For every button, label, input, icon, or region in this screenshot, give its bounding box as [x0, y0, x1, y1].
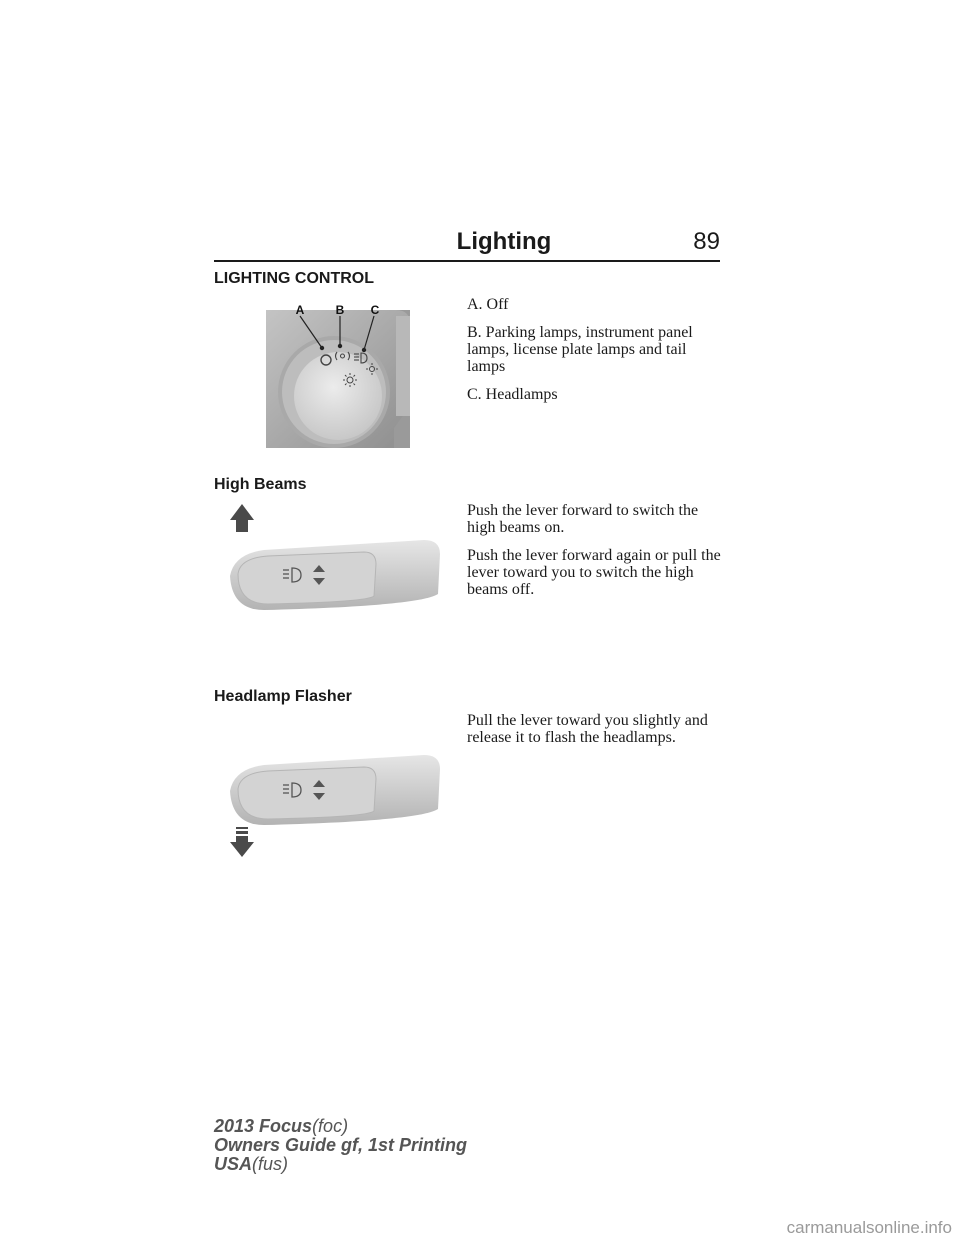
arrow-down-icon	[230, 827, 254, 857]
headlamp-flasher-instruction: Pull the lever toward you slightly and release it to flash the headlamps.	[467, 712, 708, 746]
headlamp-flasher-text	[467, 712, 725, 757]
callout-b: B	[335, 303, 345, 317]
footer-model-code: (foc)	[312, 1116, 349, 1136]
page-number: 89	[693, 228, 720, 255]
footer-region-code: (fus)	[252, 1154, 289, 1174]
footer-region-line	[214, 1155, 467, 1174]
lighting-control-heading: LIGHTING CONTROL	[214, 270, 374, 287]
high-beams-on-text: Push the lever forward to switch the high beams on.	[467, 502, 699, 536]
arrow-up-icon	[230, 504, 254, 532]
item-headlamps: C. Headlamps	[467, 386, 558, 403]
callout-c: C	[370, 303, 380, 317]
item-parking-lamps: B. Parking lamps, instrument panel lamps, license plate lamps and tail lamps	[467, 324, 693, 375]
high-beams-text	[467, 502, 725, 609]
document-footer	[214, 1117, 467, 1174]
callout-a: A	[295, 303, 305, 317]
high-beams-heading: High Beams	[214, 476, 307, 493]
headlamp-flasher-figure	[224, 725, 444, 860]
lighting-control-figure	[266, 296, 410, 448]
footer-model: 2013 Focus	[214, 1116, 313, 1136]
header-divider	[214, 260, 720, 262]
high-beams-figure	[224, 502, 444, 632]
footer-printing-line: Owners Guide gf, 1st Printing	[214, 1135, 468, 1155]
watermark: carmanualsonline.info	[786, 1218, 952, 1237]
page-section-title: Lighting	[456, 228, 552, 255]
item-off: A. Off	[467, 296, 509, 313]
high-beams-off-text: Push the lever forward again or pull the lever toward you to switch the high beams off.	[467, 547, 721, 598]
footer-region: USA	[214, 1154, 253, 1174]
headlamp-flasher-heading: Headlamp Flasher	[214, 688, 352, 705]
lighting-control-descriptions	[467, 296, 725, 414]
footer-model-line	[214, 1117, 467, 1136]
